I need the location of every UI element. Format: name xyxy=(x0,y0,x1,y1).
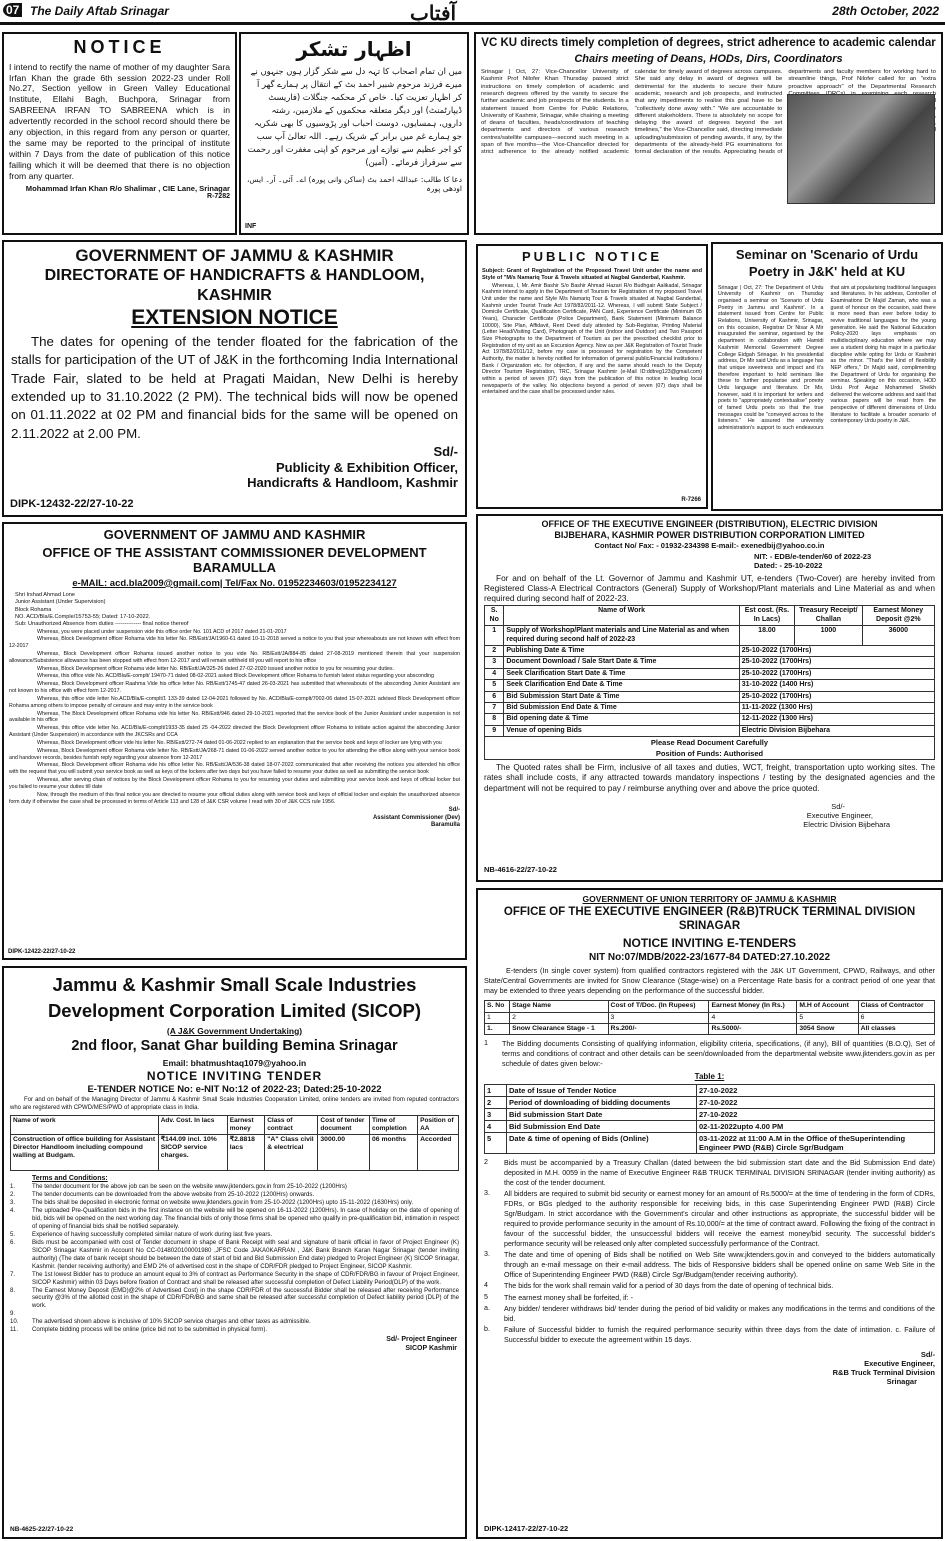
schedule-row xyxy=(485,714,935,725)
addressee-line: NO. ACD/Bla/E.Comple/15753-55; Dated: 17-10-2022. xyxy=(15,613,151,620)
table-cell: 1000 xyxy=(795,626,862,646)
clause-item xyxy=(484,1250,935,1281)
notice-ref: NB-4625-22/27-10-22 xyxy=(10,1526,74,1534)
term-number: 8. xyxy=(10,1286,16,1294)
addressee-line: Sub: Unauthorized Absence from duties -------------- final notice thereof xyxy=(15,621,189,628)
table-cell: 6 xyxy=(858,1012,934,1023)
seminar-body: Srinagar | Oct, 27: The Department of Urdu University of Kashmir on Thursday organised a seminar on 'Scenario of Urdu Poetry in Jammu and Kashmir'. In a statement issued from Centre for Public Relations, University of Kashmir, Srinagar, on this occasion, Registrar Dr Nisar A Mir inaugurated the seminar, organised by the department in collaboration with Hamidi Kashmiri Memorial Government Degree College Eidgah Srinagar. In his presidential address, Dr Mir said Urdu as a language has that unique sweetness and impact and it's therefore important to hold seminars like these to further popularise and promote Urdu language and literature. Dr Mir, however, said it is important for writers and poets to "appropriately contextualise" poetry of famed Urdu poets so that the true messages could be "conveyed across to the listeners." He assured the university administration's support to such endeavours that aim at popularising traditional languages and literatures. In his address, Controller of Examinations Dr Majid Zaman, who was a guest of honour on the occasion, said there is more need than ever before today to revive traditional languages for the young generation. He said the National Education Policy-2020 lays emphasis on multidisciplinary education where we may see a student doing his major in a particular discipline while opting for Urdu or Kashmiri as the minor. "That's the kind of flexibility NEP offers," Dr Majid said, complimenting the Department of Urdu for organising the seminar. Speaking on this occasion, HOD Urdu Prof Aejaz Mohammed Sheikh delivered the welcome address and said that various papers will be read from the perspective of different dimensions of Urdu literature to facilitate a broader scenario of contemporary Urdu poetry in J&K. xyxy=(718,284,936,431)
table-cell: Bid opening date & Time xyxy=(504,714,739,725)
table-cell: 6 xyxy=(485,691,504,702)
funds-position-note: Position of Funds: Authorised xyxy=(485,748,935,760)
urdu-title: اظہار تشکر xyxy=(296,37,412,61)
whereas-paragraph: Whereas, Block Development officer Rohama vide his office letter No. RB/Estt/JA/536-38 dated 18-07-2022 communicated that after receiving the notices you attended his office with the request that you will submit your service book as well as keys of the lockers after two days but you have failed to resume your duties as well as submitting the service book xyxy=(9,762,460,776)
term-text: The bids shall be deposited in electronic format on website www.jktenders.gov.in from 25-10-2022 (1200Hrs) upto 15-11-2022 (1630Hrs) only. xyxy=(32,1198,414,1206)
table-header-row xyxy=(11,1115,459,1134)
term-number: 3. xyxy=(10,1198,16,1206)
table-header-cell: Est cost. (Rs. In Lacs) xyxy=(739,606,794,626)
whereas-paragraph: Whereas, this office vide No. ACD/Bla/E-complt/ 19470-71 dated 08-02-2021 asked Block Development officer Rohama to furnish latest status regarding your absconding xyxy=(37,673,434,680)
schedule-row xyxy=(485,680,935,691)
tender-table xyxy=(484,605,935,760)
table-cell: Bid submission Start Date xyxy=(507,1108,697,1120)
whereas-paragraph: Whereas, Block Development officer Rohama vide his letter No. RB/Estt/JA/1960-61 dated 10-11-2018 served a notice to you that your whereabouts are not known with effect from 12-2017 xyxy=(9,636,460,650)
table-cell: Accorded xyxy=(418,1134,459,1170)
term-text: The 1st lowest Bidder has to produce an amount equal to 3% of contract as Performance Security in the shape of CDR/FDR/BG in favour of Project Engineer, SICOP Kashmir) within 03 Days before fixation of Contract and shall be released after successful completion of Defect Liability Period(DLP) of the work. xyxy=(32,1270,459,1286)
table-cell: 3 xyxy=(485,657,504,668)
header-rule xyxy=(0,22,945,25)
table-cell: ₹144.09 incl. 10% SICOP service charges. xyxy=(158,1134,227,1170)
table-cell: 06 months xyxy=(370,1134,418,1170)
term-number: 5. xyxy=(10,1230,16,1238)
extension-body: The dates for opening of the tender floated for the fabrication of the stalls for participation of the UT of J&K in the forthcoming India International Trade Fair, slated to be held at Pragati Maidan, New Delhi is hereby extended up to 31.10.2022 (2 PM). The technical bids will now be opened on 01.11.2022 at 02 PM and financial bids for the same will be opened on 2.11.2022 at 2.00 PM. xyxy=(11,333,458,441)
table-cell: Seek Clarification End Date & Time xyxy=(504,680,739,691)
table-header-cell: Earnest Money Deposit @2% xyxy=(862,606,934,626)
term-number: 9. xyxy=(10,1310,16,1318)
clause-number: a. xyxy=(484,1303,490,1312)
directorate-heading: DIRECTORATE OF HANDICRAFTS & HANDLOOM, KASHMIR xyxy=(44,267,425,304)
article-headline: VC KU directs timely completion of degrees, strict adherence to academic calendar xyxy=(481,37,936,49)
term-item xyxy=(10,1191,459,1199)
clause-1 xyxy=(484,1039,935,1070)
clause-item xyxy=(484,1281,935,1292)
table-cell: Venue of opening Bids xyxy=(504,725,739,736)
terms-list xyxy=(10,1183,459,1334)
corporation-heading: Jammu & Kashmir Small Scale Industries Development Corporation Limited (SICOP) xyxy=(47,974,422,1021)
table-header-cell: Stage Name xyxy=(510,1001,608,1012)
clause-number: 3. xyxy=(484,1188,490,1197)
table-cell: 25-10-2022 (1700Hrs) xyxy=(739,646,934,657)
signatory-office: Handicrafts & Handloom, Kashmir xyxy=(247,475,458,491)
table-cell: 25-10-2022 (1700Hrs) xyxy=(739,657,934,668)
term-text: The tender documents can be downloaded from the above website from 25-10-2022 (1200Hrs) onwards. xyxy=(32,1190,315,1198)
table-cell: 1. xyxy=(485,1023,510,1034)
table-cell: 1 xyxy=(485,1084,507,1096)
table-cell: 8 xyxy=(485,714,504,725)
table-cell: "A" Class civil & electrical xyxy=(265,1134,318,1170)
table-cell: 02-11-2022upto 4.00 PM xyxy=(697,1120,935,1132)
clause-number: b. xyxy=(484,1324,490,1333)
schedule-table xyxy=(484,1084,935,1154)
whereas-paragraph: Whereas, after serving chain of notices by the Block Development officer Rohama to you for resuming your duties and submitting your service book and keys of official locker but you failed to resume your duties till date xyxy=(9,777,460,790)
baramulla-absence-notice xyxy=(2,522,467,960)
rnb-snow-clearance-tender xyxy=(476,888,943,1539)
whereas-paragraph: Whereas, this office vide letter No.ACD/Bla/E-complt/1 133-39 dated 12-04-2021 followed by No. ACD/Bla/E-complt/7002-06 dated 15-07-2021 advised Block Development officer Rohama among others to impose penalty of censure and may entry in the service book xyxy=(9,695,460,709)
clause-text: The earnest money shall be forfeited, if: - xyxy=(504,1293,633,1302)
term-item xyxy=(10,1239,459,1271)
table-title: Table 1: xyxy=(694,1072,725,1082)
notice-signature: Mohammad Irfan Khan R/o Shalimar , CIE Lane, Srinagar xyxy=(25,183,230,193)
table-cell: 1 xyxy=(485,626,504,646)
office-heading: OFFICE OF THE ASSISTANT COMMISSIONER DEVELOPMENT BARAMULLA xyxy=(42,544,427,576)
table-cell: Rs.200/- xyxy=(608,1023,709,1034)
term-text: The Earnest Money Deposit (EMD)@2% of Advertised Cost) in the shape CDR/FDR of the successful Bidder shall be released after receiving Performance security @3% of the allotted cost in the shape of CDR/FDR/BG and same shall be released after successful completion of Defect liability period (DLP) of the work. xyxy=(32,1286,459,1310)
schedule-row xyxy=(485,1084,935,1096)
table-cell: 2 xyxy=(485,1096,507,1108)
govt-heading: GOVERNMENT OF UNION TERRITORY OF JAMMU & KASHMIR xyxy=(582,894,837,904)
name-correction-notice xyxy=(2,32,237,235)
term-number: 4. xyxy=(10,1206,16,1214)
schedule-row xyxy=(485,691,935,702)
term-item xyxy=(10,1287,459,1311)
nit-heading: NOTICE INVITING TENDER xyxy=(146,1068,323,1083)
term-text: The tender document for the above job can be seen on the website www.jktenders.gov.in from 25-10-2022 (1200Hrs) xyxy=(32,1182,347,1190)
signatory-title: Executive Engineer, xyxy=(806,810,873,820)
signed: Sd/- xyxy=(831,801,845,811)
table-cell: 25-10-2022 (1700Hrs) xyxy=(739,691,934,702)
contact-line: Contact No/ Fax: - 01932-234398 E-mail:- exenedbij@yahoo.co.in xyxy=(594,540,825,550)
clause-text: All bidders are required to submit bid security or earnest money for an amount of Rs.5000/= at the time of tendering in the form of CDRs, FDRs, or BGs pledged to the authority responsible for receiving bids, in this case Superintending Engineer PWD (R&B) Circle Sgr/Budgam. In strict accordance with the Government's circular and other instructions as appropriate, the successful bidder will be required to provide performance security in the amount of Rs.10,000/= at the time of contract award. Following the fixing of the contract in favour of the successful bidder, the unsuccessful bidders will receive the earnest money/bid security. The successful bidder's performance security will be released only after completed successfully performance of the Contract. xyxy=(504,1189,935,1249)
signatory-place: Baramulla xyxy=(430,821,460,828)
notice-ref: NB-4616-22/27-10-22 xyxy=(484,865,557,874)
table-cell: 31-10-2022 (1400 Hrs) xyxy=(739,680,934,691)
signed: Sd/- Project Engineer xyxy=(386,1336,457,1344)
table-cell: 7 xyxy=(485,702,504,713)
sicop-tender-notice xyxy=(2,966,467,1539)
table-cell: Electric Division Bijbehara xyxy=(739,725,934,736)
term-number: 10. xyxy=(10,1318,19,1326)
table-cell: 3054 Snow xyxy=(797,1023,858,1034)
schedule-rows xyxy=(485,1084,935,1153)
table-row xyxy=(485,1012,935,1023)
table-header-cell: Earnest Money (In Rs.) xyxy=(709,1001,797,1012)
table-cell: 25-10-2022 (1700Hrs) xyxy=(739,668,934,679)
clause-number: 3. xyxy=(484,1250,490,1259)
table-cell: Bid Submission Start Date & Time xyxy=(504,691,739,702)
whereas-paragraph: Whereas, The Block Development officer Rohama vide his letter No. RB/Estt/946 dated 29-10-2021 reported that the service book of the Junior Assistant under suspension is not available in his office xyxy=(9,710,460,724)
table-cell: 9 xyxy=(485,725,504,736)
work-table xyxy=(10,1115,459,1171)
table-cell: Seek Clarification Start Date & Time xyxy=(504,668,739,679)
table-cell: Supply of Workshop/Plant materials and Line Material as and when required during second half of 2022-23 xyxy=(504,626,739,646)
table-cell: Construction of office building for Assistant Director Handloom including compound walling at Budgam. xyxy=(11,1134,159,1170)
whereas-paragraph: Whereas, you were placed under suspension vide this office order No. 101 ACD of 2017 dated 21-01-2017 xyxy=(37,628,287,635)
notice-title: NOTICE xyxy=(73,37,166,57)
table-cell: Publishing Date & Time xyxy=(504,646,739,657)
handicrafts-extension-notice xyxy=(2,240,467,517)
clause-number: 1 xyxy=(484,1037,488,1047)
schedule-rows xyxy=(485,646,935,737)
whereas-paragraphs xyxy=(9,629,460,806)
addressee-line: Shri Irshad Ahmad Lone xyxy=(15,592,76,599)
table-cell: 27-10-2022 xyxy=(697,1096,935,1108)
table-cell: 18.00 xyxy=(739,626,794,646)
signatory-place: Srinagar xyxy=(886,1376,917,1386)
table-header-cell: Name of work xyxy=(11,1115,159,1134)
term-number: 11. xyxy=(10,1326,19,1334)
vcku-news-article xyxy=(474,32,943,235)
table-row xyxy=(485,626,935,646)
term-item xyxy=(10,1271,459,1287)
signed: Sd/- xyxy=(448,807,460,814)
table-cell: 5 xyxy=(485,1132,507,1153)
table-cell: 4 xyxy=(709,1012,797,1023)
table-cell: Bid Submission End Date xyxy=(507,1120,697,1132)
address-line: 2nd floor, Sanat Ghar building Bemina Srinagar xyxy=(71,1037,398,1054)
table-header-cell: S. No xyxy=(485,606,504,626)
article-body: Srinagar | Oct, 27: Vice-Chancellor University of Kashmir Prof Nilofer Khan Thursday passed strict instructions on timely completion of academic and research degrees offered by the varsity to secure the further academic and job prospects of the students. In a statement issued from Centre for Public Relations, University of Kashmir, Srinagar, while chairing a meeting of deans of faculties, heads/coordinators of teaching departments and directors of various research centres/satellite campuses—second such meeting in a span of five months—the Vice-Chancellor directed for strict adherence to the already notified academic calendar for timely award of degrees across campuses. She said any delay in award of degrees will be detrimental for the students to secure their future academic, research and job prospects, and instructed that any impediments to realise this goal have to be "collectively done away with." "We are accountable to different stakeholders. There is absolutely no scope for delaying the award of degrees beyond the set timelines," the Vice-Chancellor said, directing immediate uploading/submission of pending awards, if any, by the departments of the already-held PG examinations for formal declaration of the results. Appreciating heads of departments and faculty members for working hard to streamline things, Prof Nilofer called for an "extra proactive approach" of the Departmental Research xyxy=(481,68,936,156)
term-item xyxy=(10,1207,459,1231)
table-cell: 3000.00 xyxy=(318,1134,370,1170)
clause-item xyxy=(484,1304,935,1325)
term-number: 6. xyxy=(10,1238,16,1246)
clause-text: Failure of Successful bidder to furnish the required performance security within three days from the date of intimation. c. Failure of Successful bidder to execute the agreement within 15 days. xyxy=(504,1325,935,1344)
tender-intro: For and on behalf of the Managing Director of Jammu & Kashmir Small Scale Industries Cooperation Limited, online tenders are invited from reputed contractors who are registered with CPWD/MES/PWD of appropriate class in India. xyxy=(10,1097,459,1112)
nit-heading: NOTICE INVITING E-TENDERS xyxy=(622,935,797,950)
public-notice-title: PUBLIC NOTICE xyxy=(521,249,663,264)
table-cell: ₹2.8818 lacs xyxy=(227,1134,264,1170)
signatory-title: Executive Engineer, xyxy=(864,1358,935,1368)
table-header-cell: Class of contract xyxy=(265,1115,318,1134)
clause-item xyxy=(484,1158,935,1189)
tender-intro: For and on behalf of the Lt. Governor of Jammu and Kashmir UT, e-tenders (Two-Cover) are hereby invited from Registered Class-A Electrical Contractors (General) Supply of Workshop/Plant materials and Line Material as and when required during second half of 2022-23. xyxy=(484,572,935,603)
clauses-list xyxy=(484,1158,935,1346)
clause-number: 5 xyxy=(484,1292,488,1301)
clause-text: Any bidder/ tenderer withdraws bid/ tender during the period of bid validity or makes any modifications in the terms and conditions of the bid. xyxy=(504,1304,935,1323)
contact-line: e-MAIL: acd.bla2009@gmail.com| Tel/Fax No. 01952234603/01952234127 xyxy=(72,577,397,589)
signatory-office: R&B Truck Terminal Division xyxy=(832,1367,935,1377)
nit-date: Dated: - 25-10-2022 xyxy=(754,560,823,570)
table-cell: Date & time of opening of Bids (Online) xyxy=(507,1132,697,1153)
table-cell: 5 xyxy=(797,1012,858,1023)
whereas-paragraph: Whereas, Block Development officer Rohama issued another notice to you vide No. RB/Estt/JA/884-85 dated 27-08-2019 mentioned therein that your suspension allowance/Subsistence allowance has been stopped with effect from 12-2017 and will remain withheld till you will report to his office xyxy=(9,650,460,664)
notice-body: I intend to rectify the name of mother of my daughter Sara Irfan Khan the grade 6th session 2022-23 under Roll No.27, Section yellow in Green Valley Educational Institute, Ellahi Bagh, Buchpora, Srinagar from SABREENA IRFAN TO SABREENA which is in advertently recorded in the school record should there be any objection, in this regard from any person or quarter, the same may be reported to the principal of institute within 7 Days from the date of publication of this notice failing which it will be deemed that there is no objection from any quarter. xyxy=(9,61,230,181)
table-cell: 4 xyxy=(485,1120,507,1132)
table-cell: 27-10-2022 xyxy=(697,1108,935,1120)
tender-body: The Quoted rates shall be Firm, inclusive of all taxes and duties, WCT, freight, transportation upto working sites. The rates shall include costs, if any attracted towards mandatory inspections / testing by the designated agencies and the department will not be required to pay / reimburse anything over and above the price quoted. xyxy=(484,763,935,793)
table-cell: 03-11-2022 at 11:00 A.M in the Office of theSuperintending Engineer PWD (R&B) Circle Sgr/Budgam xyxy=(697,1132,935,1153)
notice-ref: R-7282 xyxy=(207,192,230,200)
table-header-cell: Earnest money xyxy=(227,1115,264,1134)
urdu-gratitude-notice xyxy=(239,32,469,235)
whereas-paragraph: Whereas, this office vide letter No. ACD/Bla/E-complt/1933-35 dated 25 -04-2022 directed the Block Development officer Rohama to initiate action against the absconding Junior Assistant (Under Suspension) in accordance with the JKCSRs and CCA xyxy=(9,725,460,739)
urdu-ref: INF xyxy=(245,222,257,230)
office-heading: OFFICE OF THE EXECUTIVE ENGINEER (R&B)TRUCK TERMINAL DIVISION SRINAGAR xyxy=(503,906,916,932)
public-notice-ref: R-7266 xyxy=(681,496,701,503)
whereas-paragraph: Whereas, Block Development officer vide his letter No. RB/Estt/272-74 dated 01-06-2022 replied to an explanation that the service book and keys of locker are lying with you xyxy=(37,739,442,746)
signatory-office: SICOP Kashmir xyxy=(405,1344,457,1352)
term-number: 2. xyxy=(10,1190,16,1198)
clause-text: The date and time of opening of Bids shall be notified on Web Site www.jktenders.gov.in and conveyed to the bidders automatically through an e-mail message on their e-mail address. The bids of Responsive bidders shall be opened online on same Web Site in the Office of Superintending Engineer PWD (R&B) Circle Sgr/Budgam(tender receiving authority). xyxy=(504,1251,935,1280)
urdu-signature: دعا کا طالب: عبداللہ احمد بٹ (ساکن وانی پورہ) اے۔ آئی۔ آر۔ ایس، اودھی پورہ xyxy=(246,175,462,194)
issue-date: 28th October, 2022 xyxy=(832,4,939,18)
schedule-row xyxy=(485,702,935,713)
urdu-body: میں ان تمام اصحاب کا تہہ دل سے شکر گزار ہوں جنہوں نے میرے فرزند مرحوم شبیر احمد بٹ کے انتقال پر ہمارے گھر آ کر اظہار تعزیت کیا۔ خاص کر محکمہ جنگلات (فاریسٹ ڈیپارٹمنٹ) اور دیگر متعلقہ محکموں کے ملازمین، رشتہ داروں، ہمسایوں، دوست احباب اور پڑوسیوں کا بھی شکریہ جو ہمارے غم میں برابر کے شریک رہے۔ اللہ تعالیٰ آپ سب کو اجر عظیم سے نوازے اور مرحوم کو اپنی مغفرت اور رحمت سے سرفراز فرمائے۔ (آمین) xyxy=(247,66,462,168)
table-cell: 12-11-2022 (1300 Hrs) xyxy=(739,714,934,725)
clause-number: 2 xyxy=(484,1157,488,1166)
schedule-row xyxy=(485,725,935,736)
term-text: Bids must be accompanied with cost of Tender document in shape of Bank Receipt with seal and signature of bank official in favor of Project Engineer (K) SICOP Srinagar Kashmir in Account No CC-0148020100001980 ,JFSC Code JAKA0KARRAN , J&K Bank Branch Karan Nagar Srinagar (tender inviting authority) (The date of bank receipt should be between the date of start of bid and Bid Submission End date) pledged to Project Engineer (K) SICOP Srinagar, Kashmir. (tender receiving authority) and EMD 2% of advertised cost in the shape of CDR/FDR pledged to Project Engineer, SICOP Kashmir. xyxy=(32,1238,459,1270)
term-text: Complete bidding process will be online (price bid not to be submitted in physical form). xyxy=(32,1326,268,1334)
table-header-row xyxy=(485,1001,935,1012)
term-number: 7. xyxy=(10,1270,16,1278)
clause-item xyxy=(484,1325,935,1346)
meeting-photo xyxy=(787,94,935,204)
table-cell: Bid Submission End Date & Time xyxy=(504,702,739,713)
table-cell: Rs.5000/- xyxy=(709,1023,797,1034)
public-notice-body: Whereas, I, Mr. Amir Bashir S/o Bashir Ahmad Hazari R/o Budhgair Aalikadal, Srinagar Kashmir intend to apply in the Department of Tourism for Registration of my proposed Travel Unit under the name and Style M/s Namariq Tour & Travels situated at Nagbal Ganderbal, Kashmir under Tourist Trade Act 1978/82/2011-12. Whereas, I will submit State Subject / Domicile Certificate, Qualification Certificate, PAN Card, Experience Certificate (Minimum 05 Years), Character Certificate (Police Department), Bank Statement (Minimum Balance 10000), Site Plan, Affidavit, Rent Deed duly attested by Sub-Registrar, Printing Material (Letter Head/Visiting Card), Photograph of the Unit (indoor and Outdoor) and Two Passport Size Photographs to the Department of Tourism as per the prescribed checklist prior to Registration of my unit as an Excursion Agency. Now as per J&K Registration of Tourist Trade Act 1978/82/2011/12, before my case is processed for registration by the Competent Authority, the matter is hereby notified for information of general public/Financial institutions / Bank / Organization etc. for objection, if any and the same should reach to the Deputy Director Tourism Registration, TRC, Srinagar Kashmir (e-Mail ID:ddtreg123@gmail.com) within a period of seven (07) days from the publication of this notice in leading local newspaper/s of the valley. No objections beyond a period of seven (07) days shall be entertained and the case shall be processed under rules. xyxy=(482,282,702,396)
table-header-cell: Position of AA xyxy=(418,1115,459,1134)
table-cell: Period of downloading of bidding documents xyxy=(507,1096,697,1108)
clause-text: Bids must be accompanied by a Treasury Challan (dated between the bid submission start date and the Bid Submission End date) deposited in M.H. 0059 in the name of Executive Engineer R&B TRUCK TERMINAL DIVISION SRINAGAR (tender inviting authority) as the cost of the tender document. xyxy=(504,1158,935,1187)
notice-ref: DIPK-12422-22/27-10-22 xyxy=(8,948,76,955)
bijbehara-electric-tender xyxy=(476,514,943,882)
clause-text: The Bidding documents Consisting of qualifying information, eligibility criteria, specifications, (if any), Bill of quantities (B.O.Q), Set of terms and conditions of contract and other details can be seen/downloaded from the departmental website www.jktenders.gov.in as per schedule of dates given below:- xyxy=(502,1038,935,1069)
stage-table xyxy=(484,1000,935,1034)
table-cell: 27-10-2022 xyxy=(697,1084,935,1096)
table-row xyxy=(485,748,935,760)
govt-heading: GOVERNMENT OF JAMMU & KASHMIR xyxy=(75,246,394,265)
terms-title: Terms and Conditions: xyxy=(32,1174,108,1182)
table-row xyxy=(485,1023,935,1034)
table-header-cell: S. No xyxy=(485,1001,510,1012)
seminar-headline: Seminar on 'Scenario of Urdu Poetry in J&K' held at KU xyxy=(735,247,919,279)
table-cell: 36000 xyxy=(862,626,934,646)
masthead-logo: آفتاب xyxy=(410,1,457,25)
notice-ref: DIPK-12417-22/27-10-22 xyxy=(484,1524,569,1533)
page-number: 07 xyxy=(3,3,22,17)
notice-ref: DIPK-12432-22/27-10-22 xyxy=(10,497,134,510)
table-cell: 4 xyxy=(485,668,504,679)
table-header-row xyxy=(485,606,935,626)
term-number: 1. xyxy=(10,1182,16,1190)
whereas-paragraph: Whereas, Block Development officer Rohama vide letter No. RB/Estt/JA/268-71 dated 01-06-2022 served another notice to you for attending the office along with your service book and handover records, besides furnish reply regarding your absence from 12-2017 xyxy=(9,747,460,761)
table-header-cell: Time of completion xyxy=(370,1115,418,1134)
table-cell: 2 xyxy=(510,1012,608,1023)
read-document-note: Please Read Document Carefully xyxy=(485,737,935,749)
whereas-paragraph: Now, through the medium of this final notice you are directed to resume your official duties along with service book and keys of official locker and explain the unauthorized absence form duty if otherwise the case shall be processed in terms of Article 113 and 128 of J&K CSR volume I read with 30 of J&K CCS rule 1956. xyxy=(9,791,460,805)
table-header-cell: Treasury Receipt/ Challan xyxy=(795,606,862,626)
table-cell: 5 xyxy=(485,680,504,691)
nit-number: NIT: - EDB/e-tender/60 of 2022-23 xyxy=(754,551,872,561)
term-item xyxy=(10,1231,459,1239)
urdu-seminar-article xyxy=(711,242,943,511)
office-heading: OFFICE OF THE EXECUTIVE ENGINEER (DISTRIBUTION), ELECTRIC DIVISION xyxy=(541,519,878,529)
term-item xyxy=(10,1326,459,1334)
table-cell: 3 xyxy=(608,1012,709,1023)
signatory-title: Assistant Commissioner (Dev) xyxy=(372,814,460,821)
table-header-cell: Name of Work xyxy=(504,606,739,626)
schedule-row xyxy=(485,1120,935,1132)
schedule-row xyxy=(485,646,935,657)
table-cell: 2 xyxy=(485,646,504,657)
schedule-row xyxy=(485,1096,935,1108)
addressee-block xyxy=(15,592,460,628)
undertaking-line: (A J&K Government Undertaking) xyxy=(166,1025,303,1036)
table-cell: Snow Clearance Stage - 1 xyxy=(510,1023,608,1034)
corporation-heading: BIJBEHARA, KASHMIR POWER DISTRIBUTION CORPORATION LIMITED xyxy=(554,529,865,540)
term-text: The advertised shown above is inclusive of 10% SICOP service charges and other taxes as admissible. xyxy=(32,1318,311,1326)
email-line: Email: bhatmushtaq1079@yahoo.in xyxy=(162,1058,307,1069)
clause-number: 4 xyxy=(484,1281,488,1290)
table-row xyxy=(11,1134,459,1170)
addressee-line: Junior Assistant (Under Supervision) xyxy=(15,599,106,606)
etender-number: E-TENDER NOTICE No: e-NIT No:12 of 2022-23; Dated:25-10-2022 xyxy=(87,1083,382,1095)
term-item xyxy=(10,1310,459,1318)
table-header-cell: Adv. Cost. In lacs xyxy=(158,1115,227,1134)
table-cell: 3 xyxy=(485,1108,507,1120)
table-header-cell: Class of Contractor xyxy=(858,1001,934,1012)
schedule-row xyxy=(485,657,935,668)
term-item xyxy=(10,1183,459,1191)
whereas-paragraph: Whereas, Block Development officer Rohama vide letter No. RB/Estt/JA/325-26 dated 27-02-2020 issued another notice to you for resuming your duties. xyxy=(37,665,395,672)
signatory-title: Publicity & Exhibition Officer, xyxy=(275,459,458,475)
signatory-office: Electric Division Bijbehara xyxy=(803,819,890,829)
signed: Sd/- xyxy=(433,444,458,460)
article-subheadline: Chairs meeting of Deans, HODs, Dirs, Coordinators xyxy=(574,52,843,65)
clause-item xyxy=(484,1189,935,1250)
term-item xyxy=(10,1318,459,1326)
table-cell: 11-11-2022 (1300 Hrs) xyxy=(739,702,934,713)
table-cell: Date of Issue of Tender Notice xyxy=(507,1084,697,1096)
table-cell: All classes xyxy=(858,1023,934,1034)
term-text: The uploaded Pre-Qualification bids in the first instance on the website will be opened on 16-11-2022 (1200Hrs). In case of holiday on the date of opening of bid, bids will be opened on the next working day. The financial bids of only those firms shall be opened who qualify in pre-qualification bid, intimation in respect of opening of financial bids shall be notified separately. xyxy=(32,1206,459,1230)
schedule-row xyxy=(485,1108,935,1120)
table-header-cell: M.H of Account xyxy=(797,1001,858,1012)
tender-intro: E-tenders (In single cover system) from qualified contractors registered with the J&K UT Government, CPWD, Railways, and other State/Central Governments are invited for Snow Clearance (Stage-wise) on a Percentage Rate basis for a contract period of one year that may be extended to three years depending on the performance of the successful bidder. xyxy=(484,966,935,996)
schedule-row xyxy=(485,1132,935,1153)
table-cell: Document Download / Sale Start Date & Time xyxy=(504,657,739,668)
paper-name: The Daily Aftab Srinagar xyxy=(30,4,169,18)
term-item xyxy=(10,1199,459,1207)
table-row xyxy=(485,737,935,749)
table-header-cell: Cost of tender document xyxy=(318,1115,370,1134)
page-header xyxy=(0,0,945,28)
extension-notice-heading: EXTENSION NOTICE xyxy=(131,305,338,329)
addressee-line: Block Rohama xyxy=(15,606,52,613)
public-notice xyxy=(476,244,708,509)
term-text: Experience of having successfully completed similar nature of work during last five years. xyxy=(32,1230,273,1238)
public-notice-subject: Subject: Grant of Registration of the Proposed Travel Unit under the name and Style of "M/s Namariq Tour & Travels situated at Nagbal Ganderbal, Kashmir. xyxy=(482,267,702,281)
nit-number: NIT No:07/MDB/2022-23/1677-84 DATED:27.10.2022 xyxy=(588,952,831,964)
whereas-paragraph: Whereas, Block Development officer Raahma Vide his office letter No. RB/Estt/1745-47 dated 26-03-2021 has submitted that whereabouts of the absconding Junior Assistant are not known to his office with effect form 12-2017. xyxy=(9,681,460,695)
table-header-cell: Cost of T/Doc. (In Rupees) xyxy=(608,1001,709,1012)
clause-text: The bids for the work shall remain valid for a period of 30 days from the date of opening of technical bids. xyxy=(504,1282,834,1291)
govt-heading: GOVERNMENT OF JAMMU AND KASHMIR xyxy=(103,527,366,542)
signed: Sd/- xyxy=(920,1349,935,1359)
clause-item xyxy=(484,1293,935,1304)
table-cell: 1 xyxy=(485,1012,510,1023)
schedule-row xyxy=(485,668,935,679)
